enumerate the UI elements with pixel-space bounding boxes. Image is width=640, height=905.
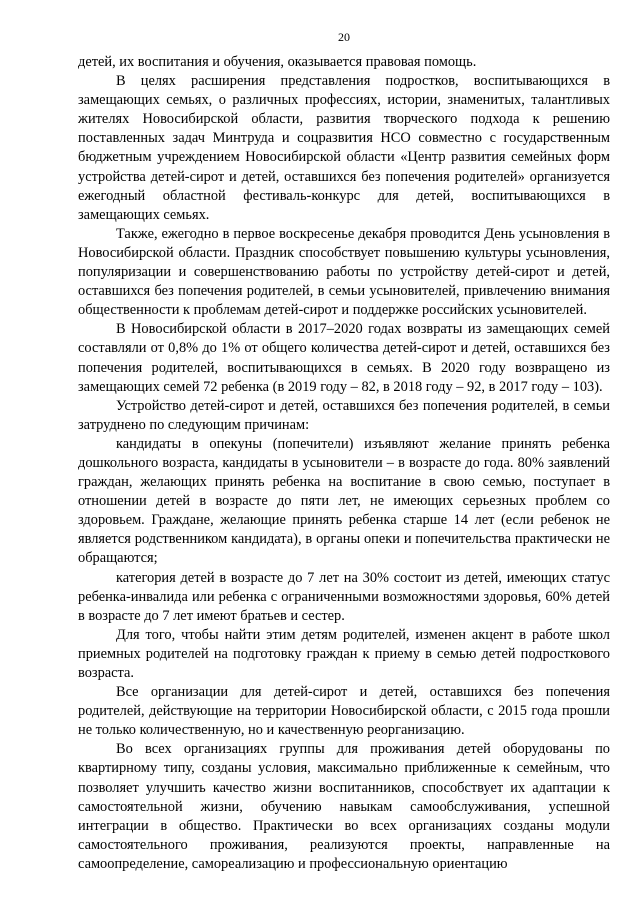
paragraph-adoption-day: Также, ежегодно в первое воскресенье декабря проводится День усыновления в Новосибирской области. Праздник способствует повышению культуры усыновления, популяризации и совершенствованию работы по устройству детей-сирот и детей, оставшихся без попечения родителей, в семьи усыновителей, привлечению внимания общественности к проблемам детей-сирот и поддержке российских усыновителей. — [78, 225, 610, 319]
paragraph-festival-contest: В целях расширения представления подростков, воспитывающихся в замещающих семьях, о различных профессиях, истории, знаменитых, талантливых жителях Новосибирской области, развития творческого подхода к решению поставленных задач Минтруда и соцразвития НСО совместно с государственным бюджетным учреждением Новосибирской области «Центр развития семейных форм устройства детей-сирот и детей, оставшихся без попечения родителей» организуется ежегодный областной фестиваль-конкурс для детей, воспитывающихся в замещающих семьях. — [78, 73, 610, 223]
page-number: 20 — [338, 30, 350, 44]
paragraph-placement-difficulties: Устройство детей-сирот и детей, оставшихся без попечения родителей, в семьи затруднено по следующим причинам: — [78, 397, 610, 433]
paragraph-living-conditions: Во всех организациях группы для проживания детей оборудованы по квартирному типу, созданы условия, максимально приближенные к семейным, что позволяет улучшить качество жизни воспитанников, способствует их адаптации к самостоятельной жизни, обучению навыкам самообслуживания, успешной интеграции в общество. Практически во всех организациях созданы модули самостоятельного проживания, реализуются проекты, направленные на самоопределение, самореализацию и профессиональную ориентацию — [78, 741, 610, 872]
paragraph-children-category: категория детей в возрасте до 7 лет на 30% состоит из детей, имеющих статус ребенка-инвалида или ребенка с ограниченными возможностями здоровья, 60% детей в возрасте до 7 лет имеют братьев и сестер. — [78, 569, 610, 624]
paragraph-reorganization: Все организации для детей-сирот и детей, оставшихся без попечения родителей, действующие на территории Новосибирской области, с 2015 года прошли не только количественную, но и качественную реорганизацию. — [78, 684, 610, 739]
paragraph-candidate-preferences: кандидаты в опекуны (попечители) изъявляют желание принять ребенка дошкольного возраста, кандидаты в усыновители – в возрасте до года. 80% заявлений граждан, желающих принять ребенка на воспитание в свою семью, поступает в отношении детей в возрасте до пяти лет, не имеющих серьезных проблем со здоровьем. Граждане, желающие принять ребенка старше 14 лет (если ребенок не является родственником кандидата), в органы опеки и попечительства практически не обращаются; — [78, 435, 610, 567]
document-page — [78, 30, 610, 874]
paragraph-returns-statistics: В Новосибирской области в 2017–2020 годах возвраты из замещающих семей составляли от 0,8% до 1% от общего количества детей-сирот и детей, оставшихся без попечения родителей, воспитывающихся в семьях. В 2020 году возвращено из замещающих семей 72 ребенка (в 2019 году – 82, в 2018 году – 92, в 2017 году – 103). — [78, 321, 610, 395]
paragraph-legal-aid: детей, их воспитания и обучения, оказывается правовая помощь. — [78, 54, 477, 70]
paragraph-foster-parent-schools: Для того, чтобы найти этим детям родителей, изменен акцент в работе школ приемных родителей на подготовку граждан к приему в семью детей подросткового возраста. — [78, 626, 610, 681]
